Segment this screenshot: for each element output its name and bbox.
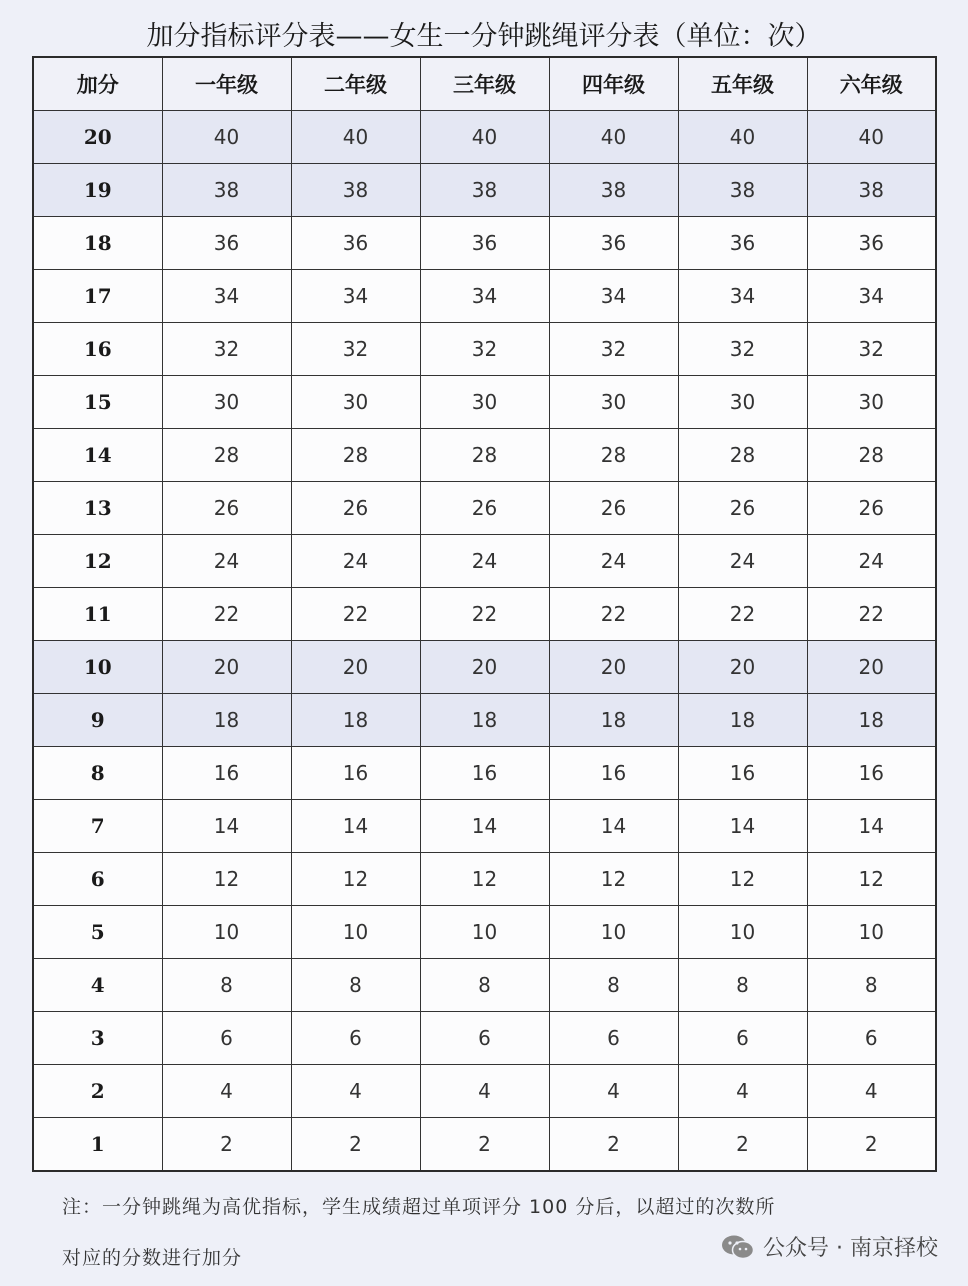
count-cell: 24 (678, 535, 807, 588)
count-cell: 32 (807, 323, 936, 376)
count-cell: 40 (291, 111, 420, 164)
page-title: 加分指标评分表——女生一分钟跳绳评分表（单位：次） (146, 21, 822, 52)
count-cell: 18 (807, 694, 936, 747)
count-cell: 26 (549, 482, 678, 535)
count-cell: 36 (807, 217, 936, 270)
count-cell: 6 (549, 1012, 678, 1065)
count-cell: 18 (291, 694, 420, 747)
count-cell: 20 (291, 641, 420, 694)
table-body (33, 111, 936, 1172)
count-cell: 34 (291, 270, 420, 323)
count-cell: 20 (162, 641, 291, 694)
score-cell: 15 (33, 376, 162, 429)
table-row (33, 535, 936, 588)
score-cell: 20 (33, 111, 162, 164)
count-cell: 22 (807, 588, 936, 641)
footnote-line-2: 对应的分数进行加分 (62, 1247, 243, 1269)
table-row (33, 482, 936, 535)
table-row (33, 906, 936, 959)
score-cell: 13 (33, 482, 162, 535)
count-cell: 38 (162, 164, 291, 217)
watermark-text: 公众号 · 南京择校 (763, 1236, 938, 1261)
table-row (33, 853, 936, 906)
table-row (33, 1065, 936, 1118)
table-row (33, 959, 936, 1012)
count-cell: 8 (549, 959, 678, 1012)
count-cell: 26 (807, 482, 936, 535)
count-cell: 16 (807, 747, 936, 800)
count-cell: 32 (678, 323, 807, 376)
count-cell: 30 (291, 376, 420, 429)
count-cell: 34 (807, 270, 936, 323)
count-cell: 2 (162, 1118, 291, 1172)
count-cell: 26 (678, 482, 807, 535)
count-cell: 16 (291, 747, 420, 800)
count-cell: 30 (807, 376, 936, 429)
count-cell: 18 (549, 694, 678, 747)
score-cell: 16 (33, 323, 162, 376)
score-cell: 3 (33, 1012, 162, 1065)
header-grade-3: 三年级 (420, 57, 549, 111)
count-cell: 34 (420, 270, 549, 323)
header-grade-2: 二年级 (291, 57, 420, 111)
score-cell: 6 (33, 853, 162, 906)
table-row (33, 111, 936, 164)
count-cell: 6 (807, 1012, 936, 1065)
count-cell: 10 (678, 906, 807, 959)
table-row (33, 800, 936, 853)
count-cell: 12 (807, 853, 936, 906)
count-cell: 10 (549, 906, 678, 959)
count-cell: 30 (420, 376, 549, 429)
count-cell: 22 (678, 588, 807, 641)
count-cell: 24 (291, 535, 420, 588)
count-cell: 38 (420, 164, 549, 217)
count-cell: 2 (549, 1118, 678, 1172)
table-row (33, 164, 936, 217)
table-row (33, 270, 936, 323)
count-cell: 4 (291, 1065, 420, 1118)
count-cell: 16 (162, 747, 291, 800)
count-cell: 12 (420, 853, 549, 906)
count-cell: 8 (807, 959, 936, 1012)
count-cell: 10 (420, 906, 549, 959)
count-cell: 16 (678, 747, 807, 800)
count-cell: 20 (420, 641, 549, 694)
count-cell: 32 (162, 323, 291, 376)
count-cell: 16 (549, 747, 678, 800)
header-score: 加分 (33, 57, 162, 111)
count-cell: 32 (549, 323, 678, 376)
count-cell: 38 (549, 164, 678, 217)
count-cell: 4 (678, 1065, 807, 1118)
count-cell: 10 (162, 906, 291, 959)
count-cell: 28 (420, 429, 549, 482)
count-cell: 40 (807, 111, 936, 164)
count-cell: 20 (549, 641, 678, 694)
count-cell: 2 (807, 1118, 936, 1172)
count-cell: 32 (291, 323, 420, 376)
count-cell: 8 (420, 959, 549, 1012)
count-cell: 4 (420, 1065, 549, 1118)
count-cell: 18 (162, 694, 291, 747)
count-cell: 10 (291, 906, 420, 959)
count-cell: 20 (678, 641, 807, 694)
watermark (721, 1231, 938, 1262)
score-cell: 12 (33, 535, 162, 588)
table-row (33, 1118, 936, 1172)
count-cell: 28 (162, 429, 291, 482)
table-row (33, 429, 936, 482)
count-cell: 14 (549, 800, 678, 853)
count-cell: 12 (291, 853, 420, 906)
header-grade-6: 六年级 (807, 57, 936, 111)
count-cell: 22 (549, 588, 678, 641)
count-cell: 14 (291, 800, 420, 853)
count-cell: 14 (420, 800, 549, 853)
table-row (33, 1012, 936, 1065)
count-cell: 6 (678, 1012, 807, 1065)
count-cell: 38 (291, 164, 420, 217)
table-row (33, 588, 936, 641)
score-cell: 5 (33, 906, 162, 959)
count-cell: 22 (162, 588, 291, 641)
header-grade-5: 五年级 (678, 57, 807, 111)
count-cell: 8 (291, 959, 420, 1012)
count-cell: 2 (291, 1118, 420, 1172)
count-cell: 22 (291, 588, 420, 641)
count-cell: 2 (420, 1118, 549, 1172)
count-cell: 24 (549, 535, 678, 588)
header-grade-4: 四年级 (549, 57, 678, 111)
count-cell: 30 (162, 376, 291, 429)
count-cell: 36 (162, 217, 291, 270)
count-cell: 30 (549, 376, 678, 429)
count-cell: 12 (678, 853, 807, 906)
header-grade-1: 一年级 (162, 57, 291, 111)
count-cell: 14 (162, 800, 291, 853)
table-row (33, 217, 936, 270)
score-cell: 14 (33, 429, 162, 482)
count-cell: 6 (420, 1012, 549, 1065)
count-cell: 2 (678, 1118, 807, 1172)
count-cell: 12 (162, 853, 291, 906)
table-row (33, 376, 936, 429)
table-header-row (33, 57, 936, 111)
table-row (33, 323, 936, 376)
wechat-icon (721, 1234, 755, 1260)
count-cell: 38 (807, 164, 936, 217)
count-cell: 34 (678, 270, 807, 323)
score-table (32, 56, 937, 1172)
count-cell: 14 (807, 800, 936, 853)
score-cell: 18 (33, 217, 162, 270)
table-row (33, 747, 936, 800)
count-cell: 28 (807, 429, 936, 482)
score-cell: 4 (33, 959, 162, 1012)
count-cell: 24 (420, 535, 549, 588)
footnote-line-1: 注：一分钟跳绳为高优指标，学生成绩超过单项评分 100 分后，以超过的次数所 (62, 1196, 776, 1218)
count-cell: 18 (678, 694, 807, 747)
count-cell: 24 (162, 535, 291, 588)
count-cell: 28 (291, 429, 420, 482)
count-cell: 4 (162, 1065, 291, 1118)
count-cell: 18 (420, 694, 549, 747)
score-cell: 11 (33, 588, 162, 641)
count-cell: 30 (678, 376, 807, 429)
count-cell: 4 (549, 1065, 678, 1118)
count-cell: 14 (678, 800, 807, 853)
count-cell: 26 (291, 482, 420, 535)
score-cell: 9 (33, 694, 162, 747)
score-cell: 8 (33, 747, 162, 800)
count-cell: 4 (807, 1065, 936, 1118)
count-cell: 36 (549, 217, 678, 270)
count-cell: 10 (807, 906, 936, 959)
count-cell: 6 (291, 1012, 420, 1065)
table-row (33, 694, 936, 747)
count-cell: 32 (420, 323, 549, 376)
count-cell: 34 (549, 270, 678, 323)
count-cell: 36 (678, 217, 807, 270)
score-cell: 1 (33, 1118, 162, 1172)
table-row (33, 641, 936, 694)
count-cell: 28 (678, 429, 807, 482)
count-cell: 22 (420, 588, 549, 641)
count-cell: 24 (807, 535, 936, 588)
score-cell: 7 (33, 800, 162, 853)
count-cell: 12 (549, 853, 678, 906)
count-cell: 40 (420, 111, 549, 164)
count-cell: 36 (420, 217, 549, 270)
score-cell: 17 (33, 270, 162, 323)
count-cell: 40 (678, 111, 807, 164)
count-cell: 20 (807, 641, 936, 694)
count-cell: 38 (678, 164, 807, 217)
score-cell: 2 (33, 1065, 162, 1118)
count-cell: 36 (291, 217, 420, 270)
count-cell: 16 (420, 747, 549, 800)
count-cell: 26 (420, 482, 549, 535)
score-cell: 10 (33, 641, 162, 694)
count-cell: 8 (678, 959, 807, 1012)
count-cell: 26 (162, 482, 291, 535)
count-cell: 40 (162, 111, 291, 164)
count-cell: 6 (162, 1012, 291, 1065)
count-cell: 28 (549, 429, 678, 482)
count-cell: 34 (162, 270, 291, 323)
count-cell: 40 (549, 111, 678, 164)
count-cell: 8 (162, 959, 291, 1012)
score-cell: 19 (33, 164, 162, 217)
